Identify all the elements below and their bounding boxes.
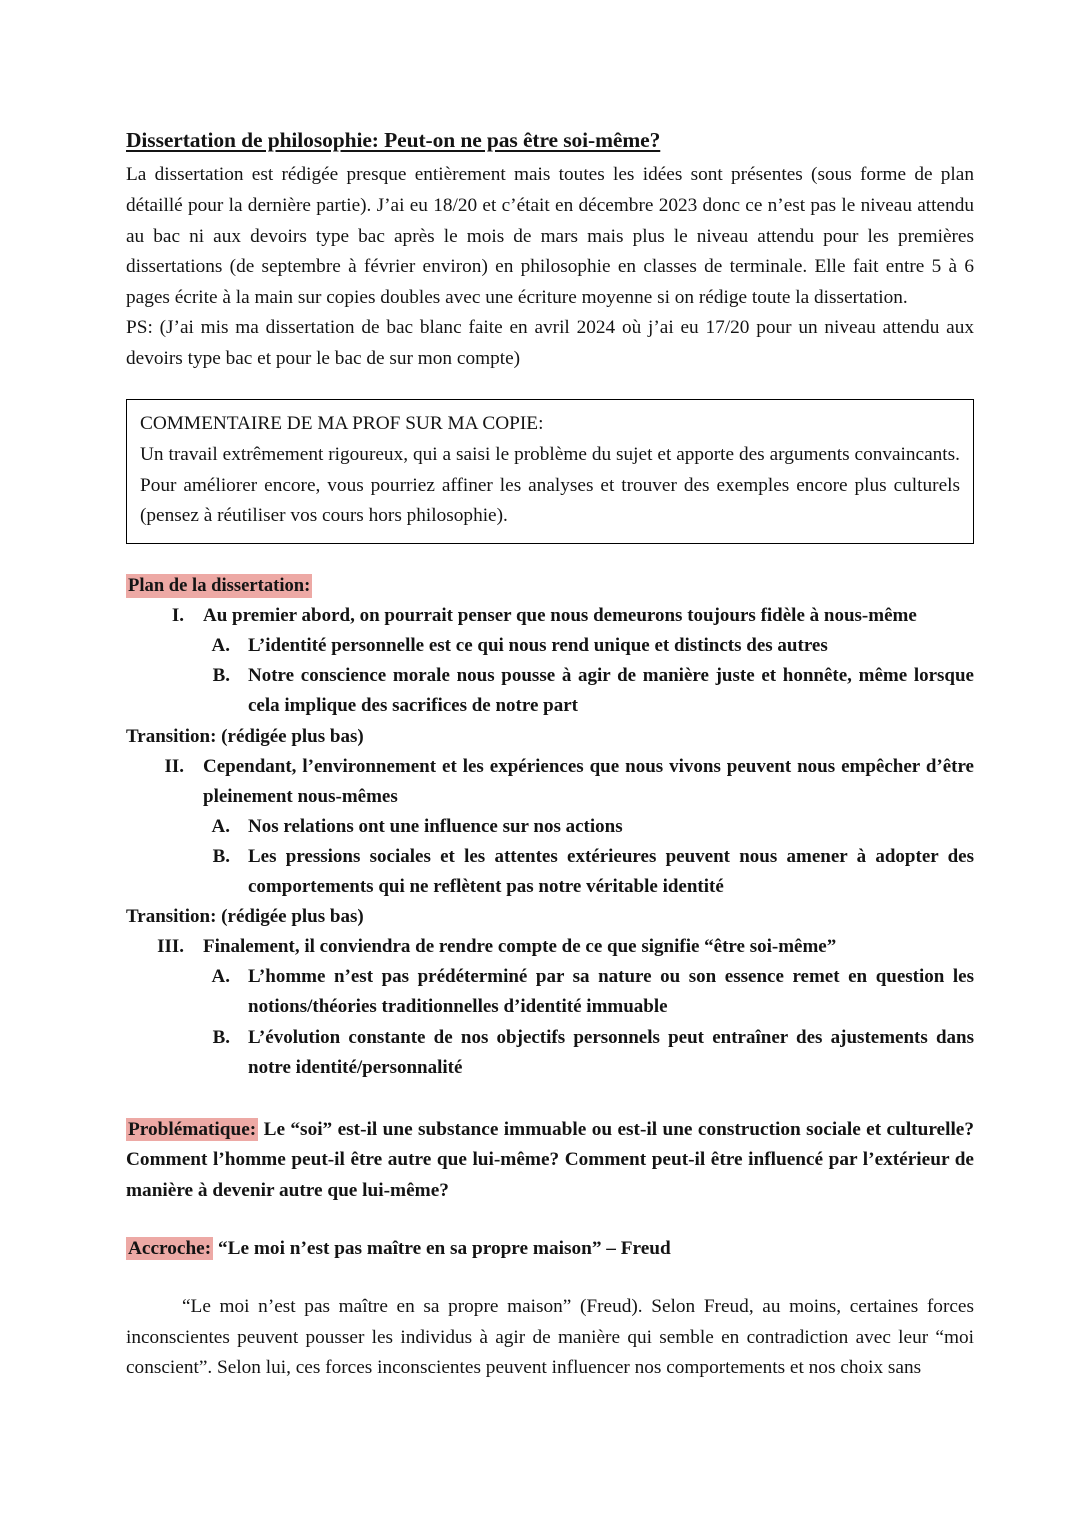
outline-marker: III.	[157, 936, 184, 958]
outline-text: Au premier abord, on pourrait penser que nous demeurons toujours fidèle à nous-même	[203, 605, 917, 627]
accroche-block	[126, 1234, 974, 1265]
problematique-block	[126, 1115, 974, 1207]
outline-text: L’homme n’est pas prédéterminé par sa nature ou son essence remet en question les notions/théories traditionnelles d’identité immuable	[248, 966, 974, 1018]
problematique-label: Problématique:	[128, 1118, 257, 1140]
teacher-comment-body: Un travail extrêmement rigoureux, qui a saisi le problème du sujet et apporte des arguments convaincants. Pour améliorer encore, vous pourriez affiner les analyses et trouver des exemples encore plus culturels (pensez à réutiliser vos cours hors philosophie).	[140, 444, 960, 527]
intro-paragraph: La dissertation est rédigée presque entièrement mais toutes les idées sont présentes (sous forme de plan détaillé pour la dernière partie). J’ai eu 18/20 et c’était en décembre 2023 donc ce n’est pas le niveau attendu au bac ni aux devoirs type bac après le mois de mars mais plus le niveau attendu pour les premières dissertations (de septembre à février environ) en philosophie en classes de terminale. Elle fait entre 5 à 6 pages écrite à la main sur copies doubles avec une écriture moyenne si on rédige toute la dissertation.	[126, 164, 974, 308]
outline-text: Cependant, l’environnement et les expériences que nous vivons peuvent nous empêcher d’être pleinement nous-mêmes	[203, 755, 974, 807]
outline-text: Les pressions sociales et les attentes extérieures peuvent nous amener à adopter des comportements qui ne reflètent pas notre véritable identité	[248, 845, 974, 898]
outline-text: Finalement, il conviendra de rendre compte de ce que signifie “être soi-même”	[203, 936, 837, 958]
accroche-label: Accroche:	[128, 1237, 212, 1259]
plan-heading-wrapper	[126, 544, 974, 598]
outline-subitem-2a	[126, 812, 974, 842]
outline-marker: B.	[212, 665, 230, 687]
outline-subitem-3b	[126, 1023, 974, 1083]
outline-marker: A.	[211, 635, 230, 657]
outline-text: L’évolution constante de nos objectifs personnels peut entraîner des ajustements dans notre identité/personnalité	[248, 1026, 974, 1078]
ps-paragraph: PS: (J’ai mis ma dissertation de bac blanc faite en avril 2024 où j’ai eu 17/20 pour un niveau attendu aux devoirs type bac et pour le bac de sur mon compte)	[126, 317, 974, 369]
transition-2: Transition: (rédigée plus bas)	[126, 906, 364, 928]
teacher-comment-heading: COMMENTAIRE DE MA PROF SUR MA COPIE:	[140, 413, 544, 435]
outline-marker: B.	[212, 1026, 230, 1048]
teacher-comment-box	[126, 399, 974, 544]
outline-marker: I.	[171, 605, 184, 627]
outline-text: L’identité personnelle est ce qui nous rend unique et distincts des autres	[248, 635, 828, 657]
outline-text: Notre conscience morale nous pousse à agir de manière juste et honnête, même lorsque cela implique des sacrifices de notre part	[248, 665, 974, 717]
outline-marker: A.	[211, 815, 230, 837]
dissertation-outline	[126, 601, 974, 1083]
outline-item-3	[126, 932, 974, 962]
outline-subitem-1a	[126, 631, 974, 661]
outline-text: Nos relations ont une influence sur nos actions	[248, 815, 623, 837]
document-content	[126, 126, 974, 1403]
transition-1: Transition: (rédigée plus bas)	[126, 725, 364, 747]
outline-subitem-1b	[126, 661, 974, 721]
page-title: Dissertation de philosophie: Peut-on ne pas être soi-même?	[126, 128, 661, 152]
outline-subitem-3a	[126, 962, 974, 1022]
outline-subitem-2b	[126, 842, 974, 902]
plan-heading: Plan de la dissertation:	[128, 575, 311, 597]
outline-marker: B.	[212, 845, 230, 867]
final-paragraph: “Le moi n’est pas maître en sa propre maison” (Freud). Selon Freud, au moins, certaines forces inconscientes peuvent pousser les individus à agir de manière qui semble en contradiction avec leur “moi conscient”. Selon lui, ces forces inconscientes peuvent influencer nos comportements et nos choix sans	[126, 1296, 974, 1379]
outline-item-2	[126, 752, 974, 812]
outline-marker: II.	[164, 755, 184, 777]
problematique-text: Le “soi” est-il une substance immuable ou est-il une construction sociale et culturelle? Comment l’homme peut-il être autre que lui-même? Comment peut-il être influencé par l’extérieur de manière à devenir autre que lui-même?	[126, 1118, 975, 1201]
outline-item-1	[126, 601, 974, 631]
accroche-text: “Le moi n’est pas maître en sa propre maison” – Freud	[217, 1237, 671, 1259]
outline-marker: A.	[211, 966, 230, 988]
